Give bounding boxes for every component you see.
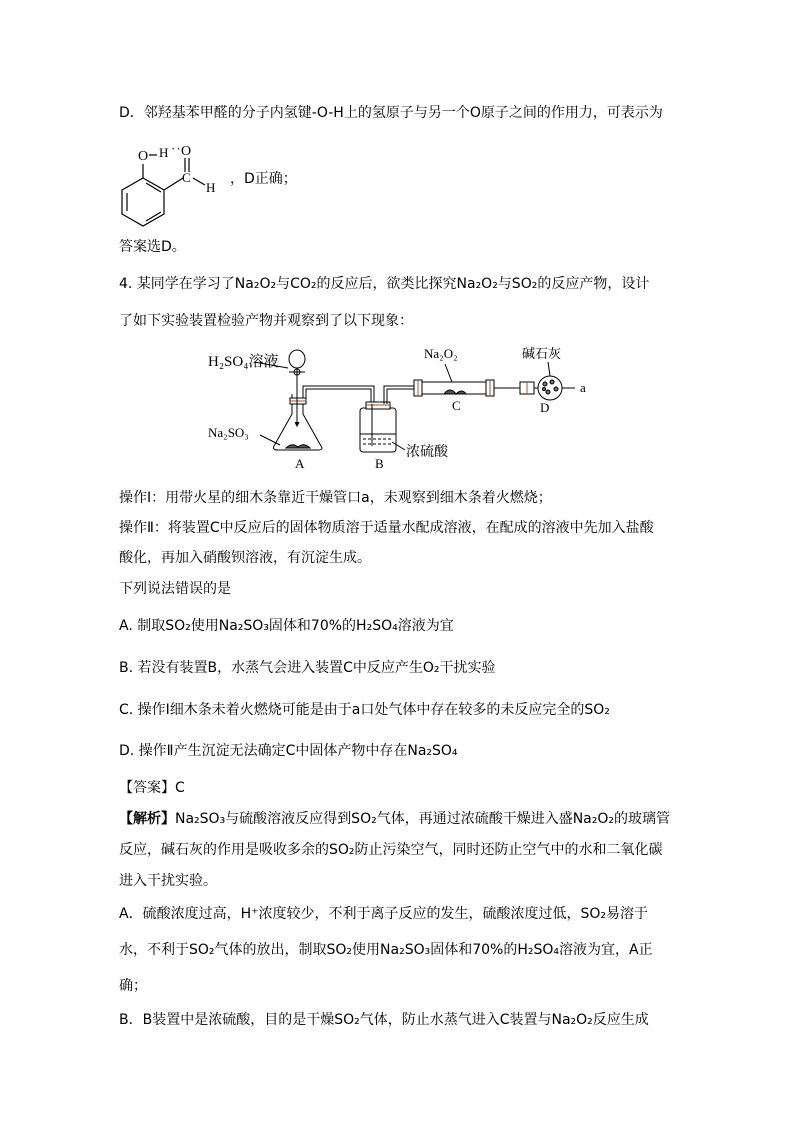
- analysis-line1-text: Na₂SO₃与硫酸溶液反应得到SO₂气体，再通过浓硫酸干燥进入盛Na₂O₂的玻璃管: [175, 811, 670, 827]
- q4-line1-text: 某同学在学习了Na₂O₂与CO₂的反应后，欲类比探究Na₂O₂与SO₂的反应产物，设计: [136, 276, 650, 292]
- molecule-c: C: [182, 170, 191, 185]
- molecule-h-top: H: [159, 145, 169, 160]
- molecule-h-right: H: [206, 180, 216, 195]
- molecule-o-left: O: [138, 149, 149, 164]
- answer-line: [119, 778, 185, 798]
- option-d: D. 操作Ⅱ产生沉淀无法确定C中固体产物中存在Na₂SO₄: [119, 743, 458, 759]
- label-a: A: [295, 456, 305, 471]
- analysis-a2: 水，不利于SO₂气体的放出，制取SO₂使用Na₂SO₃固体和70%的H₂SO₄溶液为宜，A正: [119, 942, 653, 958]
- analysis-a1: A．硫酸浓度过高，H⁺浓度较少，不利于离子反应的发生，硫酸浓度过低，SO₂易溶于: [119, 906, 649, 922]
- label-port-a: a: [580, 380, 586, 395]
- label-soda-lime: 碱石灰: [522, 347, 562, 362]
- analysis-b1: B．B装置中是浓硫酸，目的是干燥SO₂气体，防止水蒸气进入C装置与Na₂O₂反应生成: [119, 1012, 649, 1028]
- operation-2-line2: 酸化，再加入硝酸钡溶液，有沉淀生成。: [119, 550, 371, 566]
- operation-1: 操作Ⅰ：用带火星的细木条靠近干燥管口a，未观察到细木条着火燃烧；: [119, 490, 552, 506]
- answer-value: C: [175, 780, 185, 796]
- q4-line1: [119, 274, 649, 294]
- label-c: C: [452, 398, 461, 413]
- analysis-line3: 进入干扰实验。: [119, 873, 217, 889]
- label-na2so3: Na₂SO₃: [208, 425, 249, 440]
- apparatus-diagram: [200, 342, 600, 472]
- option-d-prev-line: [119, 103, 663, 123]
- option-c: C. 操作Ⅰ细木条未着火燃烧可能是由于a口处气体中存在较多的未反应完全的SO₂: [119, 702, 610, 718]
- molecule-o-right: O: [181, 144, 192, 159]
- label-na2o2: Na₂O₂: [424, 346, 458, 361]
- option-d-suffix: ，D正确；: [230, 171, 297, 187]
- answer-label: 【答案】: [119, 780, 175, 796]
- analysis-label: 【解析】: [119, 811, 175, 827]
- option-b: B. 若没有装置B，水蒸气会进入装置C中反应产生O₂干扰实验: [119, 660, 496, 676]
- label-b: B: [375, 456, 384, 471]
- label-d: D: [540, 400, 550, 415]
- option-a: A. 制取SO₂使用Na₂SO₃固体和70%的H₂SO₄溶液为宜: [119, 618, 454, 634]
- q4-line2: 了如下实验装置检验产物并观察到了以下现象：: [119, 313, 413, 329]
- option-d-prev-text: 邻羟基苯甲醛的分子内氢键-O-H上的氢原子与另一个O原子之间的作用力，可表示为: [143, 105, 663, 121]
- analysis-a3: 确；: [119, 978, 147, 994]
- question-prompt: 下列说法错误的是: [119, 581, 231, 597]
- q4-number: 4.: [119, 276, 133, 292]
- analysis-line1: [119, 809, 670, 829]
- label-h2so4: H₂SO₄溶液: [208, 354, 279, 370]
- label-conc-acid: 浓硫酸: [406, 444, 448, 460]
- option-d-prev-label: D．: [119, 105, 144, 121]
- analysis-line2: 反应，碱石灰的作用是吸收多余的SO₂防止污染空气，同时还防止空气中的水和二氧化碳: [119, 842, 663, 858]
- operation-2-line1: 操作Ⅱ：将装置C中反应后的固体物质溶于适量水配成溶液，在配成的溶液中先加入盐酸: [119, 520, 654, 536]
- answer-prev: 答案选D。: [119, 239, 186, 255]
- salicylaldehyde-structure: [115, 138, 235, 238]
- hbond-dots: ··: [171, 141, 182, 156]
